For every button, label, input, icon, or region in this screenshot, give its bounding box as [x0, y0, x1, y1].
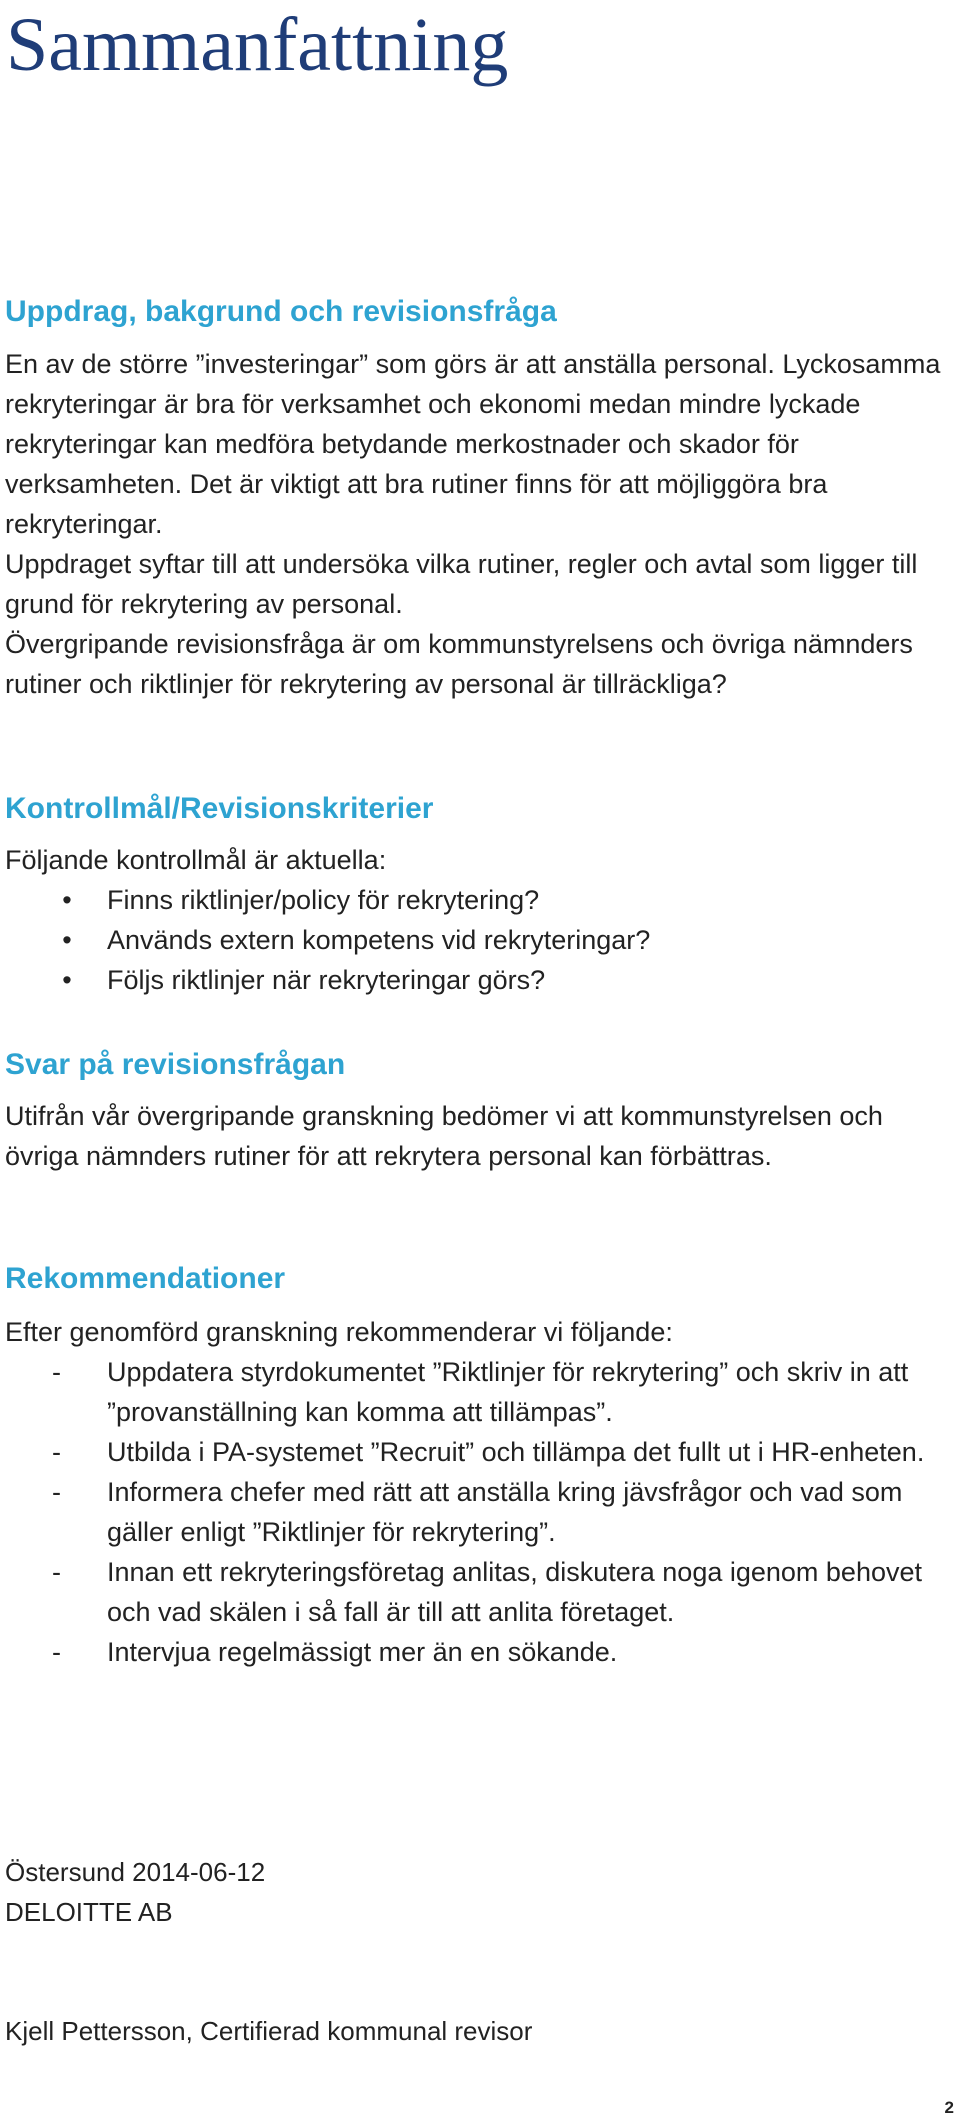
signature-name: Kjell Pettersson, Certifierad kommunal revisor [5, 2016, 533, 2046]
paragraph-answer: Utifrån vår övergripande granskning bedömer vi att kommunstyrelsen och övriga nämnders rutiner för att rekrytera personal kan förbättras. [5, 1101, 883, 1171]
signature-place-date: Östersund 2014-06-12 [5, 1857, 266, 1887]
dash-marker: - [52, 1437, 61, 1467]
dash-marker: - [52, 1637, 61, 1667]
recommendations-list [0, 1352, 960, 1672]
list-item [0, 1632, 947, 1672]
section-heading-kontrollmal: Kontrollmål/Revisionskriterier [5, 792, 434, 825]
bullet-icon: • [62, 965, 72, 995]
dash-marker: - [52, 1477, 61, 1507]
section-heading-svar: Svar på revisionsfrågan [5, 1048, 346, 1081]
bullet-icon: • [62, 925, 72, 955]
bullet-icon: • [62, 885, 72, 915]
list-item-text: Innan ett rekryteringsföretag anlitas, diskutera noga igenom behovet och vad skälen i så fall är till att anlita företaget. [107, 1557, 922, 1627]
kontrollmal-list [0, 880, 960, 1000]
paragraph-kontrollmal-intro: Följande kontrollmål är aktuella: [5, 845, 387, 875]
list-item [0, 1432, 947, 1472]
list-item-text: Följs riktlinjer när rekryteringar görs? [107, 965, 546, 995]
dash-marker: - [52, 1357, 61, 1387]
list-item [0, 1472, 947, 1552]
paragraph-audit-question: Övergripande revisionsfråga är om kommunstyrelsens och övriga nämnders rutiner och riktlinjer för rekrytering av personal är tillräckliga? [5, 629, 913, 699]
list-item [0, 1552, 947, 1632]
list-item-text: Uppdatera styrdokumentet ”Riktlinjer för rekrytering” och skriv in att ”provanställning kan komma att tillämpas”. [107, 1357, 909, 1427]
dash-marker: - [52, 1557, 61, 1587]
list-item-text: Intervjua regelmässigt mer än en sökande. [107, 1637, 618, 1667]
page-title: Sammanfattning [6, 3, 509, 87]
list-item [0, 880, 947, 920]
list-item-text: Utbilda i PA-systemet ”Recruit” och tillämpa det fullt ut i HR-enheten. [107, 1437, 925, 1467]
signature-company: DELOITTE AB [5, 1897, 173, 1927]
list-item-text: Finns riktlinjer/policy för rekrytering? [107, 885, 540, 915]
list-item-text: Informera chefer med rätt att anställa kring jävsfrågor och vad som gäller enligt ”Riktlinjer för rekrytering”. [107, 1477, 903, 1547]
paragraph-recommendations-intro: Efter genomförd granskning rekommenderar vi följande: [5, 1317, 673, 1347]
list-item-text: Används extern kompetens vid rekryteringar? [107, 925, 651, 955]
section-heading-rekommendationer: Rekommendationer [5, 1262, 286, 1295]
list-item [0, 920, 947, 960]
list-item [0, 960, 947, 1000]
paragraph-background: En av de större ”investeringar” som görs är att anställa personal. Lyckosamma rekryteringar är bra för verksamhet och ekonomi medan mindre lyckade rekryteringar kan medföra betydande merkostnader och skador för verksamheten. Det är viktigt att bra rutiner finns för att möjliggöra bra rekryteringar. [5, 349, 941, 539]
list-item [0, 1352, 947, 1432]
page-number: 2 [944, 2098, 954, 2117]
paragraph-assignment: Uppdraget syftar till att undersöka vilka rutiner, regler och avtal som ligger till grund för rekrytering av personal. [5, 549, 918, 619]
section-heading-uppdrag: Uppdrag, bakgrund och revisionsfråga [5, 295, 557, 328]
